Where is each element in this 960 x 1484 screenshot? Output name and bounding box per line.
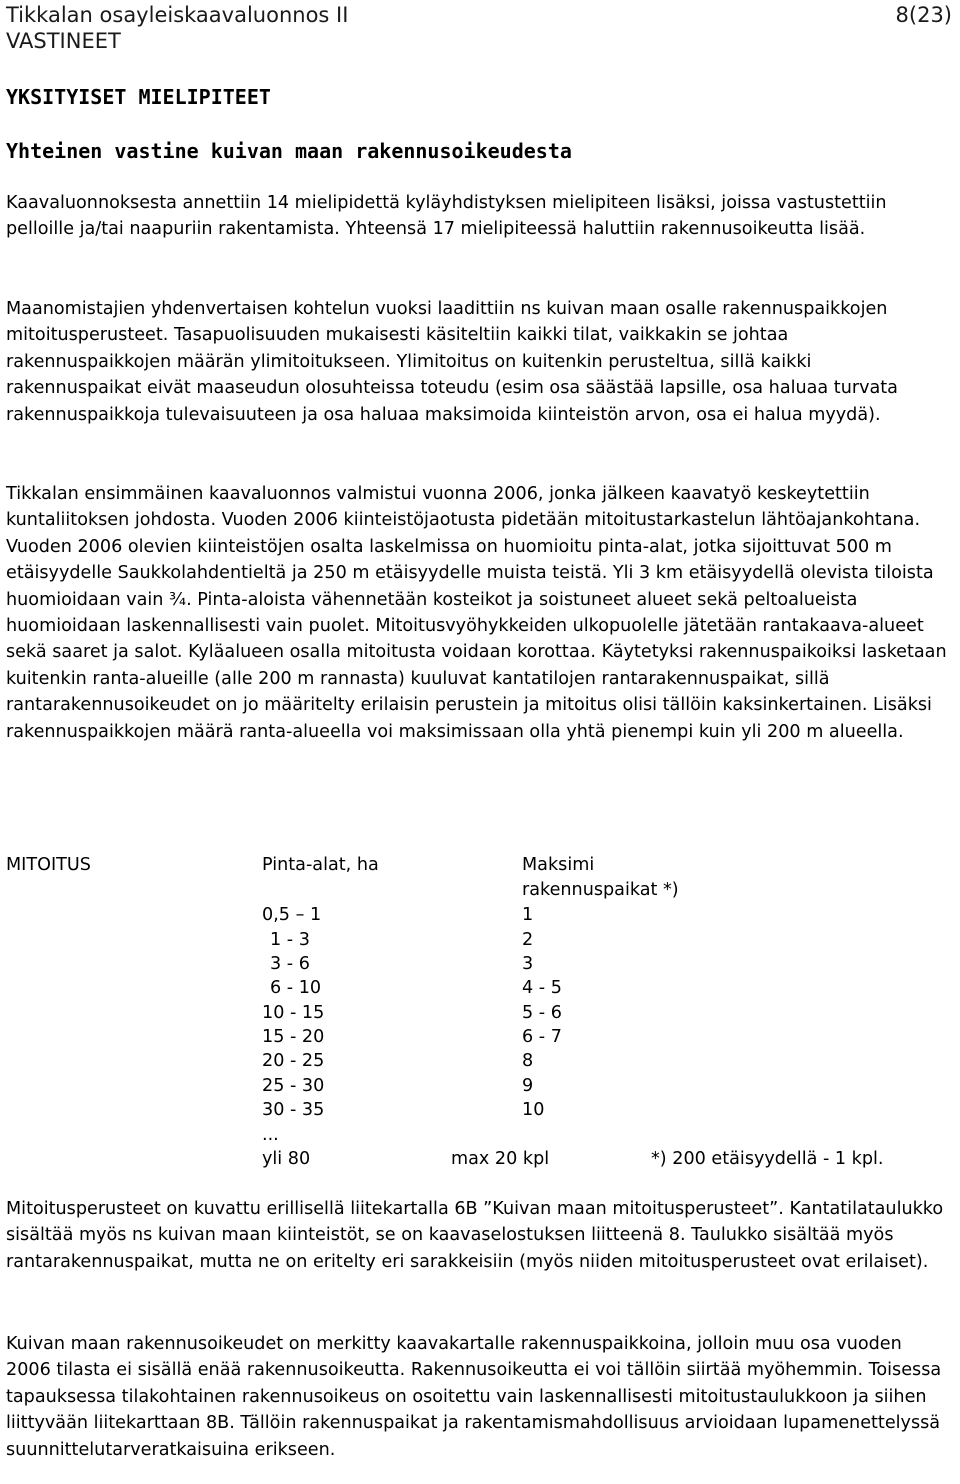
table-row-places: 8 (522, 1051, 534, 1071)
table-row-places: 4 - 5 (522, 978, 562, 998)
paragraph-1: Kaavaluonnoksesta annettiin 14 mielipidettä kyläyhdistyksen mielipiteen lisäksi, joissa vastustettiin pelloille ja/tai naapuriin rakentamista. Yhteensä 17 mielipiteessä haluttiin rakennusoikeutta lisää. (6, 193, 887, 240)
table-row-area: 30 - 35 (262, 1100, 325, 1120)
table-row-area: 6 - 10 (270, 978, 322, 998)
document-subtitle: VASTINEET (6, 29, 121, 53)
table-row-places: 5 - 6 (522, 1003, 562, 1023)
table-row-places: 1 (522, 905, 534, 925)
table-row-places: 10 (522, 1100, 545, 1120)
paragraph-5: Kuivan maan rakennusoikeudet on merkitty kaavakartalle rakennuspaikkoina, jolloin muu osa vuoden 2006 tilasta ei sisällä enää rakennusoikeutta. Rakennusoikeutta ei voi tällöin siirtää myöhemmin. Toisessa tapauksessa tilakohtainen rakennusoikeus on osoitettu vain laskennallisesti mitoitustaulukkoon ja siihen liittyvään liitekarttaan 8B. Tällöin rakennuspaikat ja rakentamismahdollisuus arvioidaan lupamenettelyssä suunnittelutarveratkaisuina erikseen. (6, 1334, 942, 1460)
document-title: Tikkalan osayleiskaavaluonnos II (6, 3, 349, 27)
page-number: 8(23) (895, 3, 952, 27)
paragraph-3: Tikkalan ensimmäinen kaavaluonnos valmistui vuonna 2006, jonka jälkeen kaavatyö keskeytettiin kuntaliitoksen johdosta. Vuoden 2006 kiinteistöjaotusta pidetään mitoitustarkastelun lähtöajankohtana. Vuoden 2006 olevien kiinteistöjen osalta laskelmissa on huomioitu pinta-alat, jotka sijoittuvat 500 m etäisyydelle Saukkolahdentieltä ja 250 m etäisyydelle muista teistä. Yli 3 km etäisyydellä olevista tiloista huomioidaan vain ¾. Pinta-aloista vähennetään kosteikot ja soistuneet alueet sekä peltoalueista huomioidaan laskennallisesti vain puolet. Mitoitusvyöhykkeiden ulkopuolelle jätetään rantakaava-alueet sekä saaret ja salot. Kyläalueen osalla mitoitusta voidaan korottaa. Käytetyksi rakennuspaikoiksi lasketaan kuitenkin ranta-alueille (alle 200 m rannasta) kuuluvat kantatilojen rantarakennuspaikat, sillä rantarakennusoikeudet on jo määritelty erilaisin perustein ja mitoitus olisi tällöin kaksinkertainen. Lisäksi rakennuspaikkojen määrä ranta-alueella voi maksimissaan olla yhtä pienempi kuin yli 200 m alueella. (6, 484, 947, 742)
table-row-area: 10 - 15 (262, 1003, 325, 1023)
table-row-places: 9 (522, 1076, 534, 1096)
table-header-area: Pinta-alat, ha (262, 855, 379, 875)
subsection-title: Yhteinen vastine kuivan maan rakennusoikeudesta (6, 139, 572, 163)
table-footnote: *) 200 etäisyydellä - 1 kpl. (651, 1149, 884, 1169)
table-ellipsis: ... (262, 1125, 279, 1145)
paragraph-2: Maanomistajien yhdenvertaisen kohtelun vuoksi laadittiin ns kuivan maan osalle rakennuspaikkojen mitoitusperusteet. Tasapuolisuuden mukaisesti käsiteltiin kaikki tilat, vaikkakin se johtaa rakennuspaikkojen määrän ylimitoitukseen. Ylimitoitus on kuitenkin perusteltua, sillä kaikki rakennuspaikat eivät maaseudun olosuhteissa toteudu (esim osa säästää lapsille, osa haluaa turvata rakennuspaikkoja tulevaisuuteen ja osa haluaa maksimoida kiinteistön arvon, osa ei halua myydä). (6, 299, 898, 425)
table-row-area: 3 - 6 (270, 954, 310, 974)
table-last-area: yli 80 (262, 1149, 311, 1169)
table-row-places: 2 (522, 930, 534, 950)
table-row-places: 6 - 7 (522, 1027, 562, 1047)
table-row-places: 3 (522, 954, 534, 974)
table-row-area: 1 - 3 (270, 930, 310, 950)
paragraph-4: Mitoitusperusteet on kuvattu erillisellä liitekartalla 6B ”Kuivan maan mitoitusperusteet”. Kantatilataulukko sisältää myös ns kuivan maan kiinteistöt, se on kaavaselostuksen liitteenä 8. Taulukko sisältää myös rantarakennuspaikat, mutta ne on eritelty eri sarakkeisiin (myös niiden mitoitusperusteet ovat erilaiset). (6, 1199, 944, 1272)
table-label: MITOITUS (6, 855, 91, 875)
table-row-area: 0,5 – 1 (262, 905, 322, 925)
table-row-area: 20 - 25 (262, 1051, 325, 1071)
table-header-max: Maksimi (522, 855, 595, 875)
table-last-max: max 20 kpl (451, 1149, 550, 1169)
table-header-max-2: rakennuspaikat *) (522, 880, 679, 900)
section-title: YKSITYISET MIELIPITEET (6, 85, 271, 109)
table-row-area: 25 - 30 (262, 1076, 325, 1096)
table-row-area: 15 - 20 (262, 1027, 325, 1047)
